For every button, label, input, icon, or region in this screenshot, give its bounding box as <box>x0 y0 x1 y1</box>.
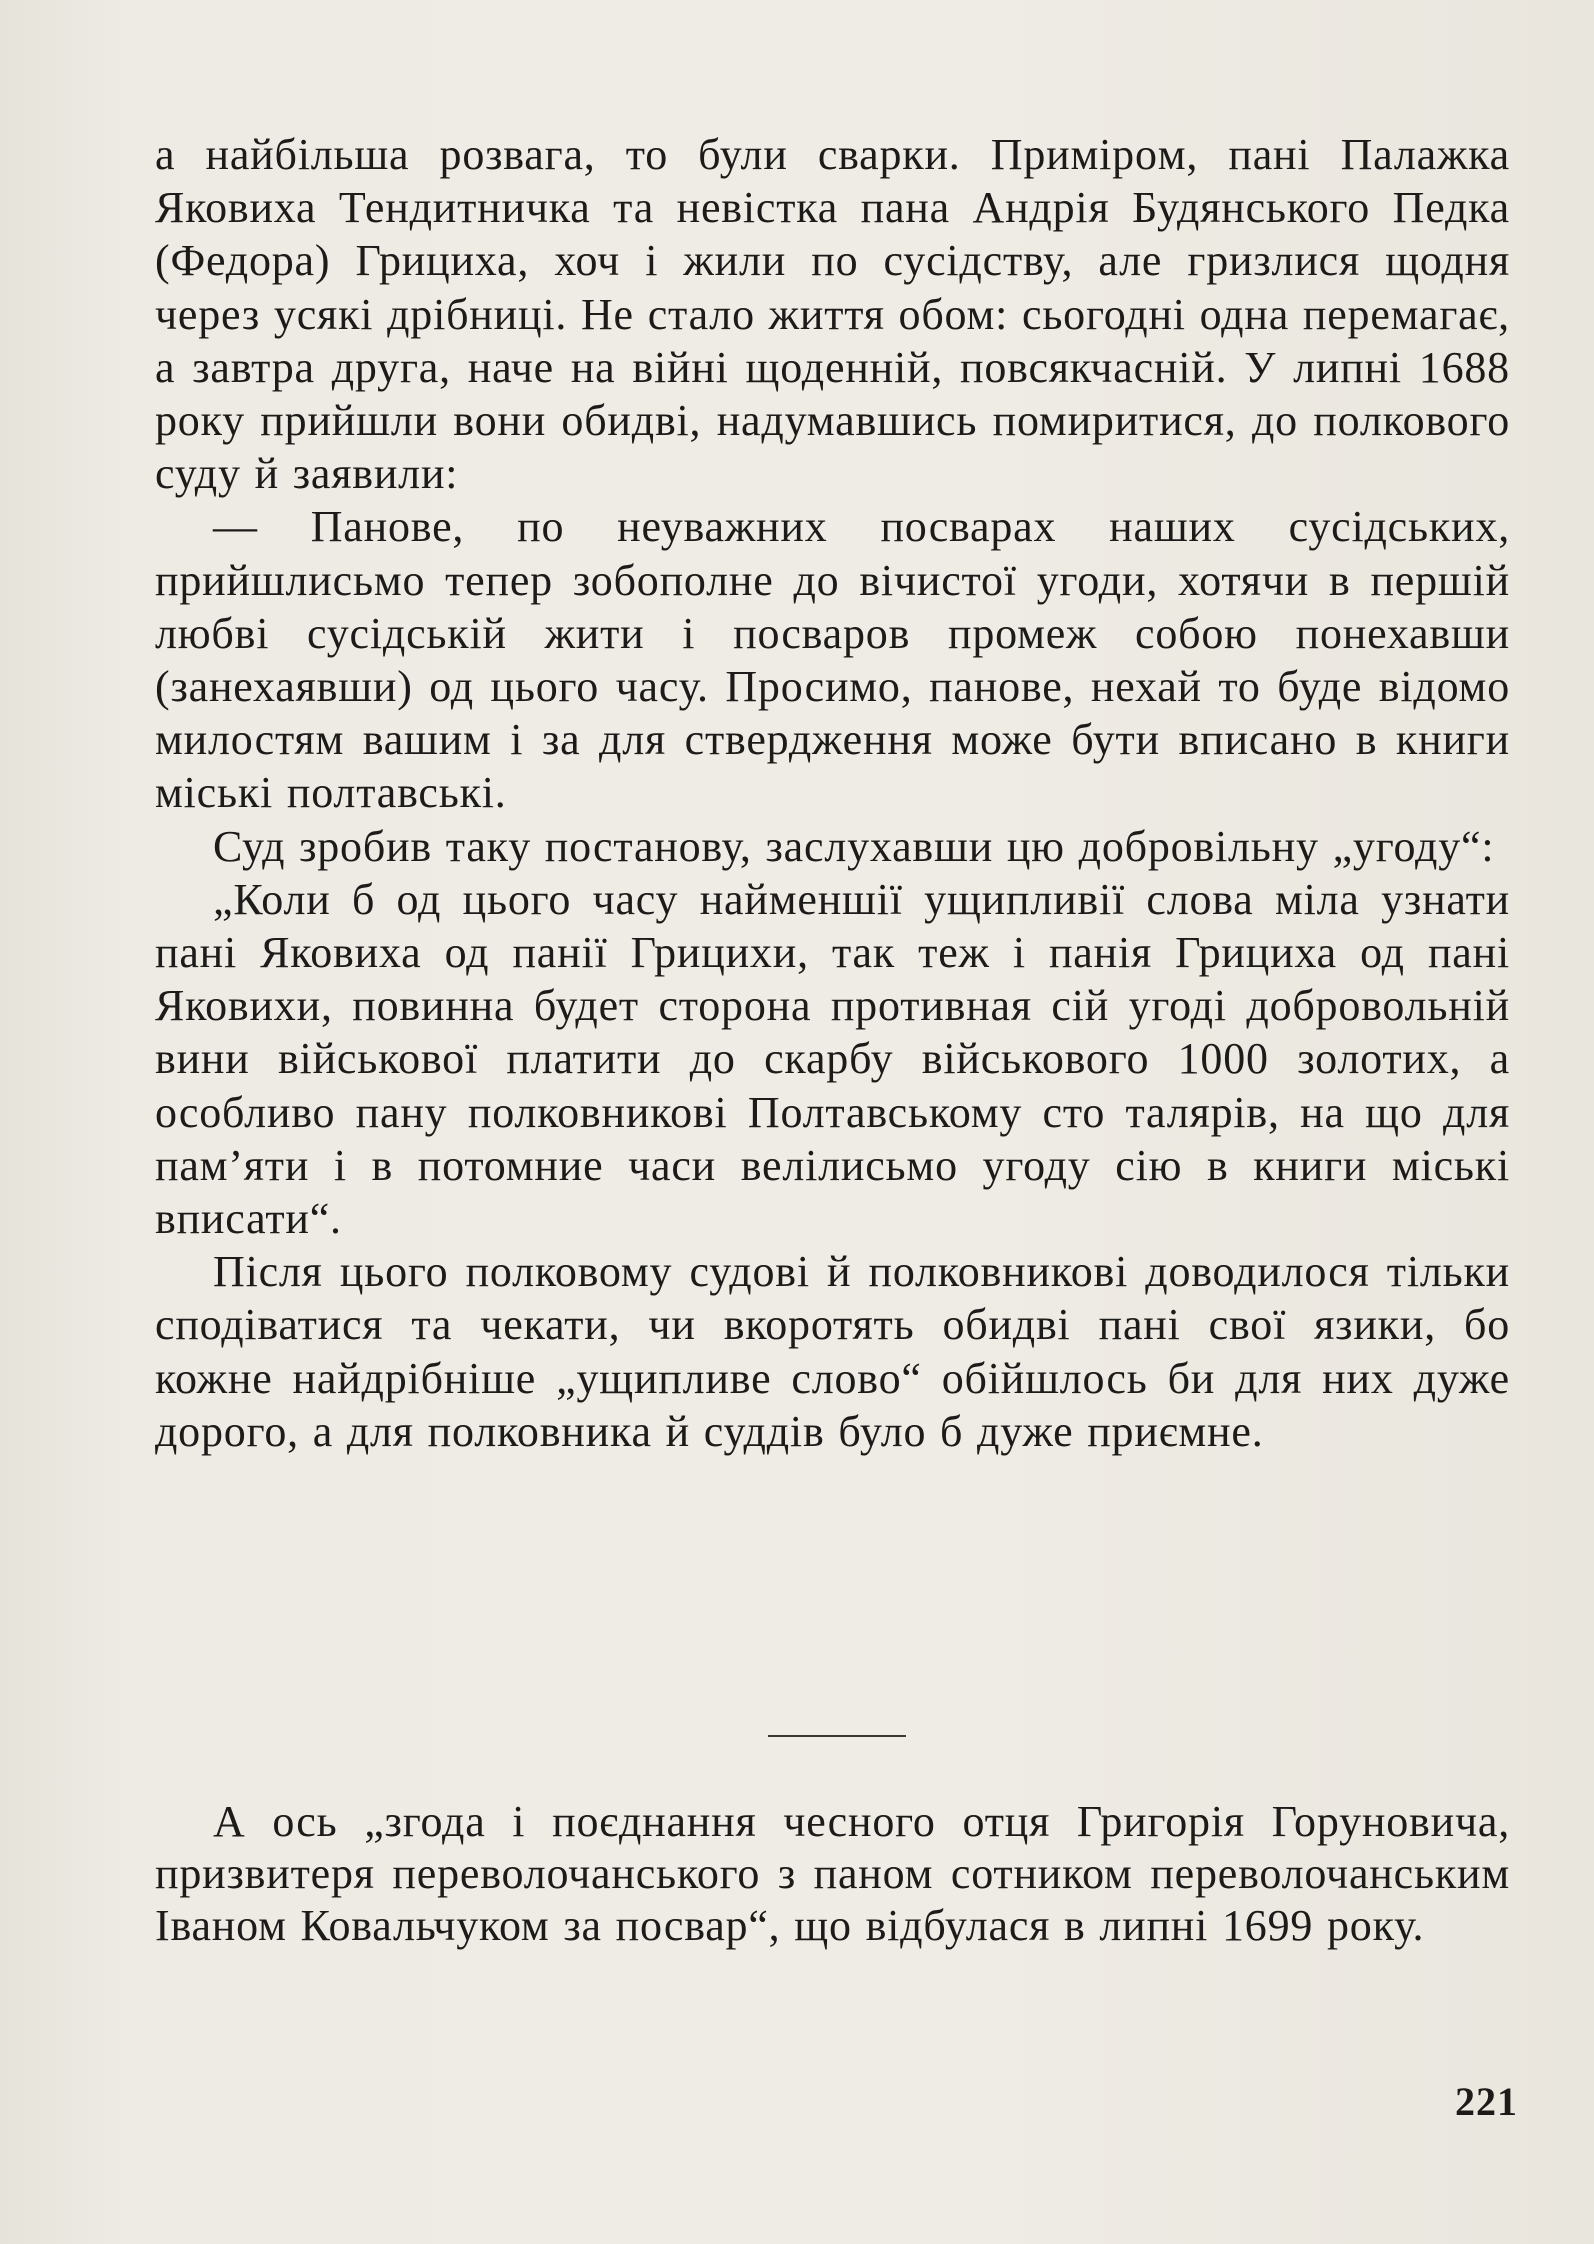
page-number: 221 <box>1455 2079 1518 2124</box>
closing-paragraph: А ось „згода і поєднання чесного отця Григорія Горуновича, призвитеря переволочанського з паном сотником переволочанським Іваном Ковальчуком за посвар“, що відбулася в липні 1699 року. <box>155 1797 1510 1950</box>
paragraph-5: Після цього полковому судові й полковникові доводилося тільки сподіватися та чекати, чи вкоротять обидві пані свої язики, бо кожне найдрібніше „ущипливе слово“ обійшлось би для них дуже дорого, а для полковника й суддів було б дуже приємне. <box>155 1247 1510 1456</box>
paragraph-4: „Коли б од цього часу найменшії ущипливії слова міла узнати пані Яковиха од панії Грицихи, так теж і панія Грициха од пані Яковихи, повинна будет сторона противная сій угоді добровольній вини військової платити до скарбу військового 1000 золотих, а особливо пану полковникові Полтавському сто талярів, на що для пам’яти і в потомние часи велілисьмо угоду сію в книги міські вписати“. <box>155 874 1510 1244</box>
main-text <box>155 128 1510 1458</box>
section-divider <box>768 1735 906 1737</box>
paragraph-1: а найбільша розвага, то були сварки. Примірoм, пані Палажка Яковиха Тендитничка та невістка пана Андрія Будянського Педка (Федора) Грициха, хоч і жили по сусідству, але гризлися щодня через усякі дрібниці. Не стало життя обом: сьогодні одна перемагає, а завтра друга, наче на війні щоденній, повсякчасній. У липні 1688 року прийшли вони обидві, надумавшись помиритися, до полкового суду й заявили: <box>155 130 1510 499</box>
paragraph-3: Суд зробив таку постанову, заслухавши цю добровільну „угоду“: <box>213 821 1495 871</box>
closing-text <box>155 1796 1510 1952</box>
paragraph-2: — Панове, по неуважних посварах наших сусідських, прийшлисьмо тепер зобополне до вічистої угоди, хотячи в першій любві сусідській жити і посваров промеж собою понехавши (занехаявши) од цього часу. Просимо, панове, нехай то буде відомо милостям вашим і за для ствердження може бути вписано в книги міські полтавські. <box>155 502 1510 818</box>
